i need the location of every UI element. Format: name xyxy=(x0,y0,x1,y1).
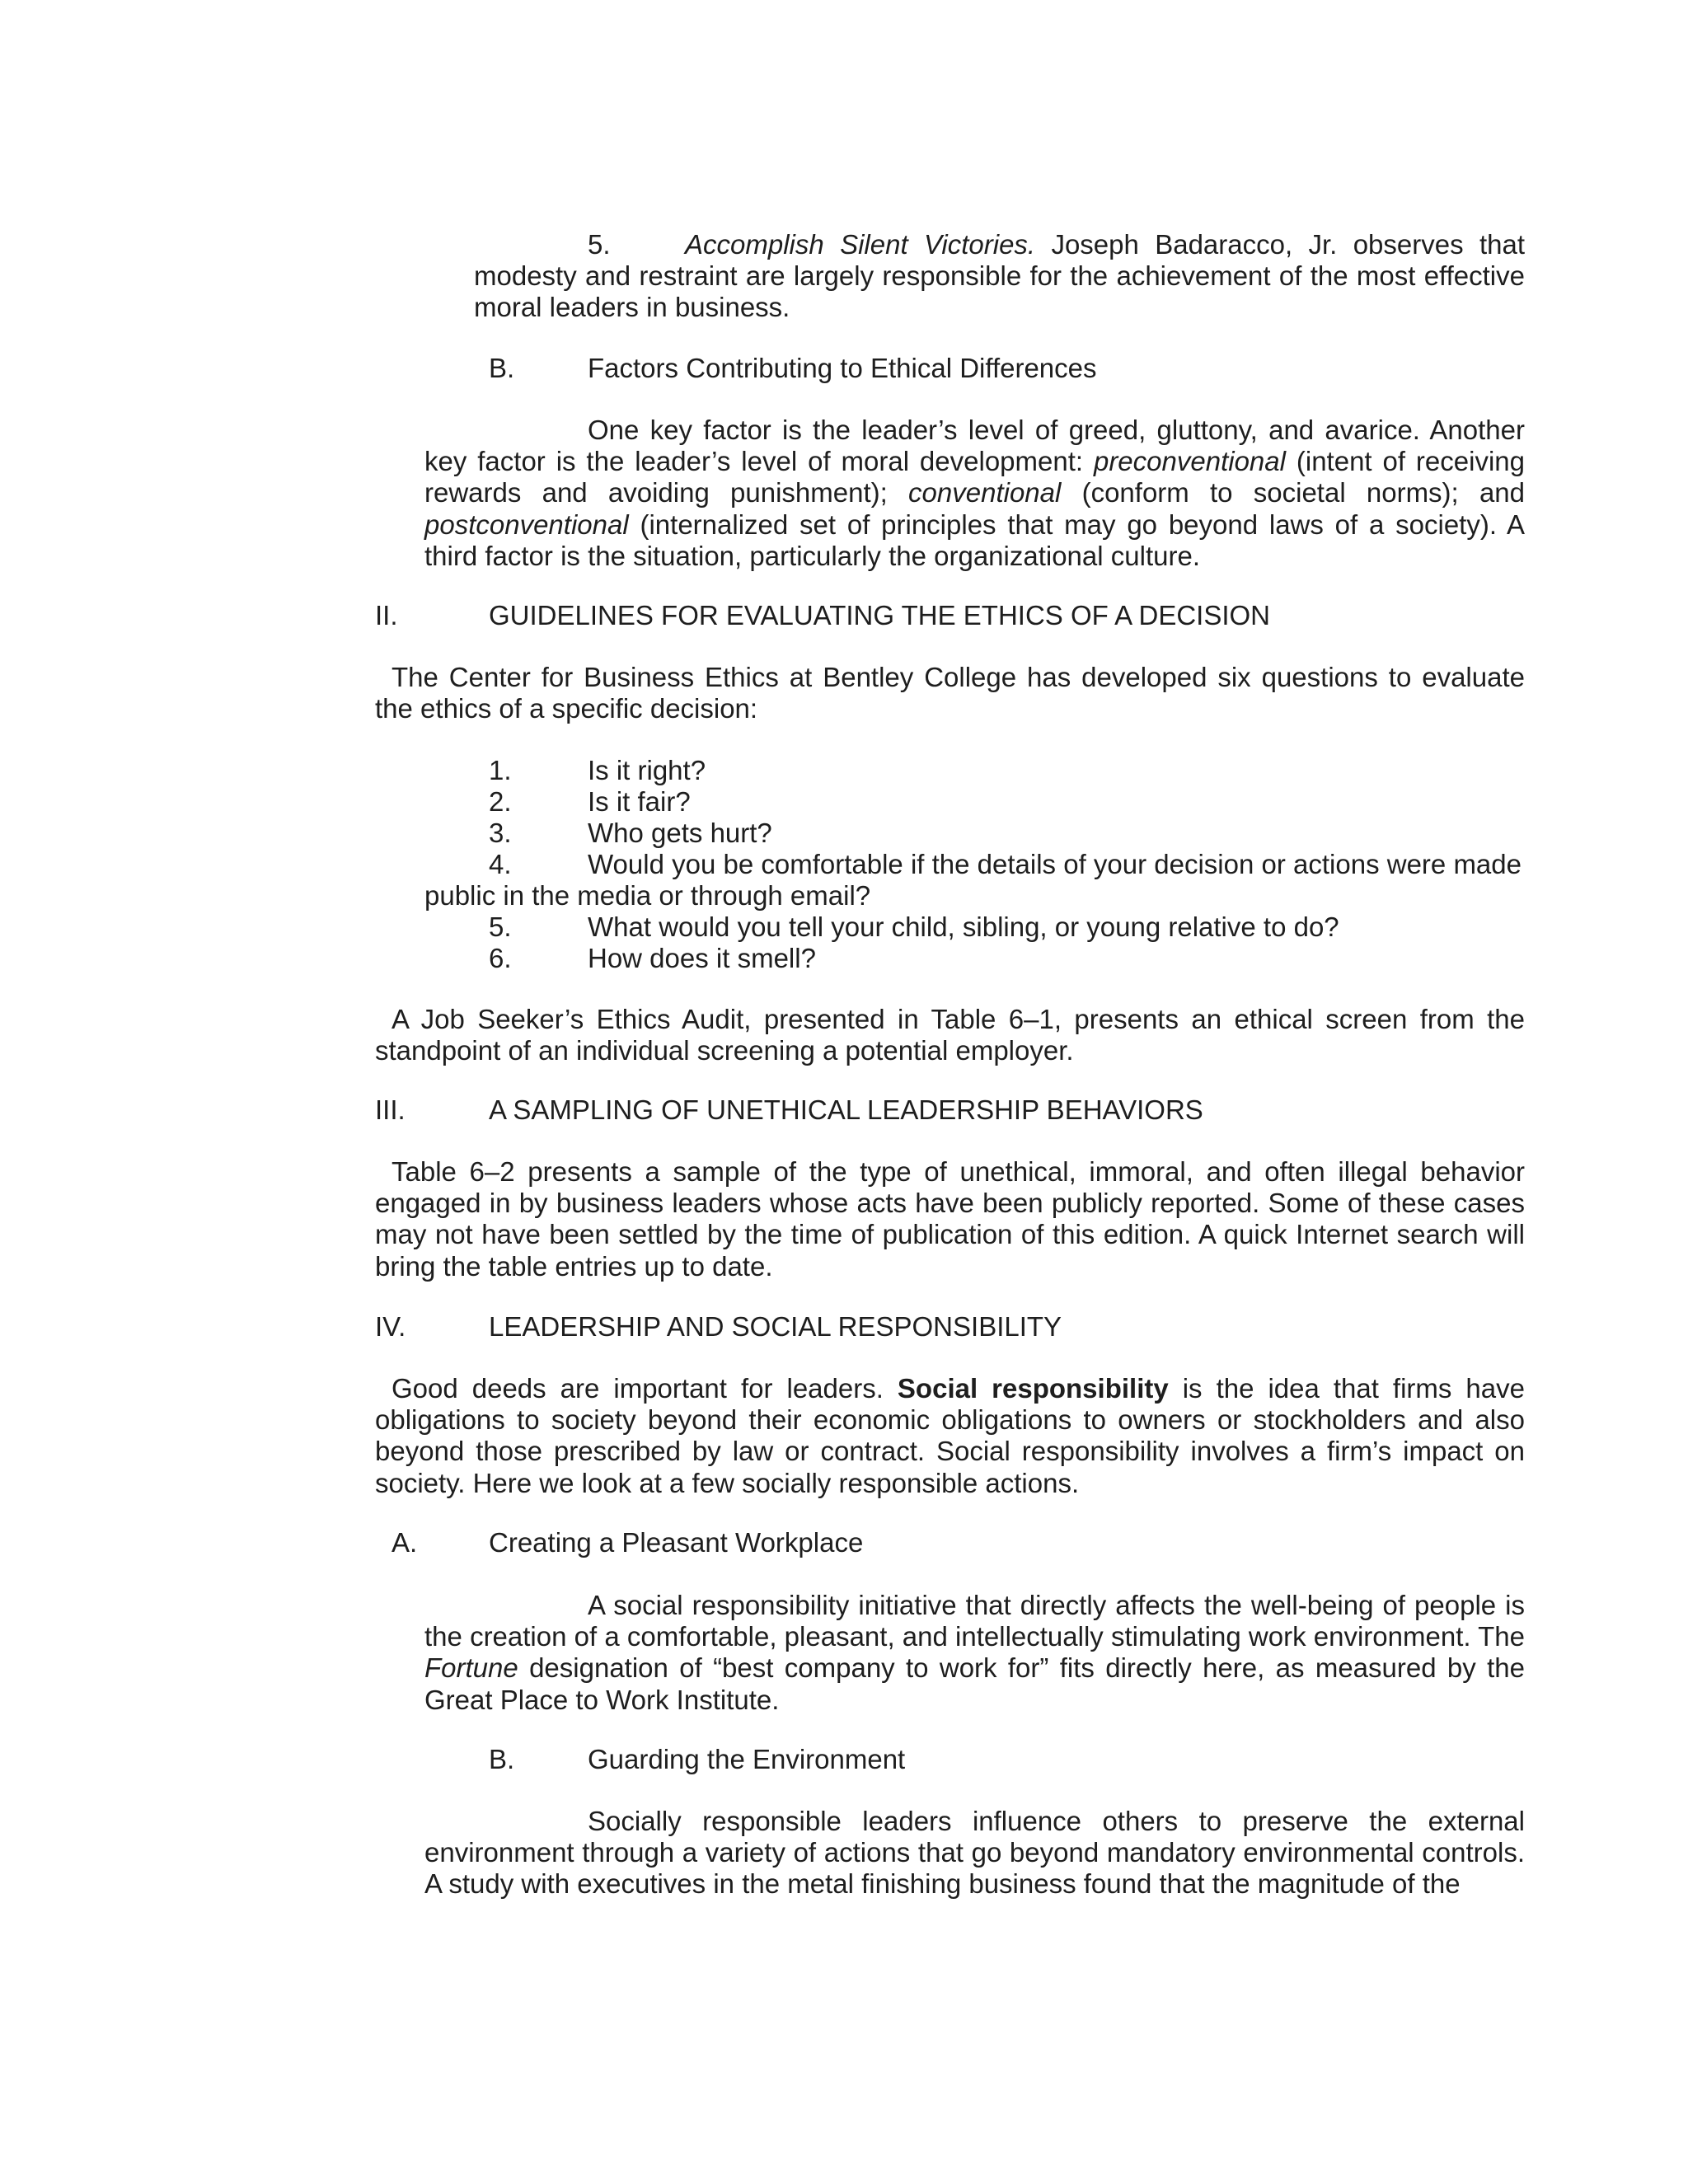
section-ii-title: GUIDELINES FOR EVALUATING THE ETHICS OF A DECISION xyxy=(489,600,1271,630)
section-b1-letter: B. xyxy=(489,353,515,383)
workplace-paragraph: A social responsibility initiative that directly affects the well-being of people is the creation of a comfortable, pleasant, and intellectually stimulating work environment. The Fortune designation of “best company to work for” fits directly here, as measured by the Great Place to Work Institute. xyxy=(424,1590,1525,1715)
question-number: 4. xyxy=(489,849,512,879)
question-text: Is it fair? xyxy=(588,786,691,817)
section-b1-title: Factors Contributing to Ethical Differences xyxy=(588,353,1097,383)
item-5-text: Joseph Badaracco, Jr. observes that modesty and restraint are largely responsible for the achievement of the most effective moral leaders in business. xyxy=(474,229,1525,323)
item-5-paragraph xyxy=(474,229,1525,324)
section-b2-title: Guarding the Environment xyxy=(588,1744,906,1774)
question-text: Is it right? xyxy=(588,755,706,785)
social-paragraph: Good deeds are important for leaders. Social responsibility is the idea that firms have obligations to society beyond their economic obligations to owners or stockholders and also beyond those prescribed by law or contract. Social responsibility involves a firm’s impact on society. Here we look at a few socially responsible actions. xyxy=(375,1373,1525,1498)
environment-paragraph: Socially responsible leaders influence others to preserve the external environment through a variety of actions that go beyond mandatory environmental controls. A study with executives in the metal finishing business found that the magnitude of the xyxy=(424,1806,1525,1900)
question-number: 2. xyxy=(489,786,512,817)
question-text: What would you tell your child, sibling, or young relative to do? xyxy=(588,912,1339,942)
question-number: 1. xyxy=(489,755,512,785)
section-iv-numeral: IV. xyxy=(375,1311,406,1342)
question-text: Would you be comfortable if the details of your decision or actions were made xyxy=(588,849,1522,879)
factors-paragraph: One key factor is the leader’s level of greed, gluttony, and avarice. Another key factor is the leader’s level of moral development: preconventional (intent of receiving rewards and avoiding punishment); conventional (conform to societal norms); and postconventional (internalized set of principles that may go beyond laws of a society). A third factor is the situation, particularly the organizational culture. xyxy=(424,415,1526,571)
question-number: 3. xyxy=(489,818,512,848)
question-text: Who gets hurt? xyxy=(588,818,772,848)
question-number: 6. xyxy=(489,943,512,973)
item-5-number: 5. xyxy=(588,229,611,260)
section-iii-title: A SAMPLING OF UNETHICAL LEADERSHIP BEHAVIORS xyxy=(489,1094,1203,1125)
table62-paragraph: Table 6–2 presents a sample of the type of unethical, immoral, and often illegal behavior engaged in by business leaders whose acts have been publicly reported. Some of these cases may not have been settled by the time of publication of this edition. A quick Internet search will bring the table entries up to date. xyxy=(375,1156,1525,1282)
question-text-continued: public in the media or through email? xyxy=(424,880,871,911)
question-number: 5. xyxy=(489,912,512,942)
section-ii-numeral: II. xyxy=(375,600,398,630)
audit-paragraph: A Job Seeker’s Ethics Audit, presented in Table 6–1, presents an ethical screen from the standpoint of an individual screening a potential employer. xyxy=(375,1004,1525,1066)
section-a-title: Creating a Pleasant Workplace xyxy=(489,1527,864,1558)
social-responsibility-term: Social responsibility xyxy=(897,1373,1169,1404)
section-iv-title: LEADERSHIP AND SOCIAL RESPONSIBILITY xyxy=(489,1311,1062,1342)
center-paragraph: The Center for Business Ethics at Bentley College has developed six questions to evaluate the ethics of a specific decision: xyxy=(375,662,1525,724)
section-a-letter: A. xyxy=(392,1527,418,1558)
item-5-title: Accomplish Silent Victories. xyxy=(685,229,1036,260)
question-text: How does it smell? xyxy=(588,943,816,973)
section-b2-letter: B. xyxy=(489,1744,515,1774)
section-iii-numeral: III. xyxy=(375,1094,406,1125)
